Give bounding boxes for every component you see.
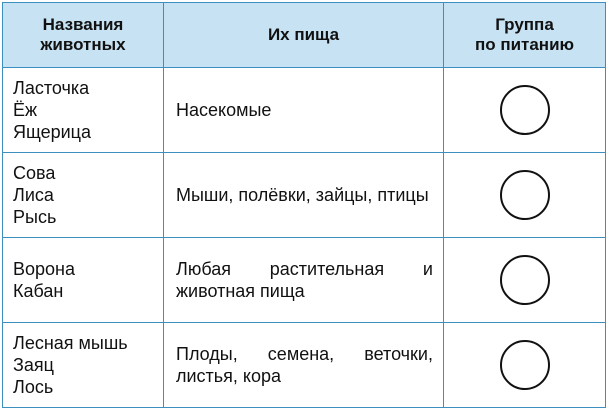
table-row [3, 68, 606, 153]
food-groups-table [2, 2, 606, 408]
table-row [3, 323, 606, 408]
group-cell [444, 238, 606, 323]
animal-name: Лось [13, 377, 54, 397]
header-animals-line-2: животных [40, 35, 126, 54]
animal-name: Ворона [13, 259, 75, 279]
animal-name: Лиса [13, 185, 54, 205]
header-food [164, 3, 444, 68]
animals-cell [3, 153, 164, 238]
header-group-line-1: Группа [495, 15, 554, 34]
food-cell: Насекомые [164, 68, 444, 153]
food-cell: Любая растительная и животная пища [164, 238, 444, 323]
header-group [444, 3, 606, 68]
table-row [3, 238, 606, 323]
animals-cell [3, 68, 164, 153]
food-cell: Плоды, семена, веточки, листья, кора [164, 323, 444, 408]
animal-name: Сова [13, 163, 56, 183]
animal-name: Ёж [13, 100, 38, 120]
animal-name: Ласточка [13, 78, 90, 98]
answer-circle[interactable] [500, 340, 550, 390]
table-row [3, 153, 606, 238]
header-food-label: Их пища [267, 25, 340, 44]
answer-circle[interactable] [500, 255, 550, 305]
group-cell [444, 323, 606, 408]
group-cell [444, 68, 606, 153]
animal-name: Рысь [13, 207, 57, 227]
animal-name: Ящерица [13, 122, 92, 142]
answer-circle[interactable] [500, 170, 550, 220]
animal-name: Заяц [13, 355, 54, 375]
animal-name: Лесная мышь [13, 333, 128, 353]
animals-cell [3, 323, 164, 408]
food-cell: Мыши, полёвки, зайцы, птицы [164, 153, 444, 238]
header-animals [3, 3, 164, 68]
header-row [3, 3, 606, 68]
animals-cell [3, 238, 164, 323]
header-group-line-2: по питанию [474, 35, 575, 54]
group-cell [444, 153, 606, 238]
animal-name: Кабан [13, 281, 64, 301]
answer-circle[interactable] [500, 85, 550, 135]
header-animals-line-1: Названия [42, 15, 124, 34]
